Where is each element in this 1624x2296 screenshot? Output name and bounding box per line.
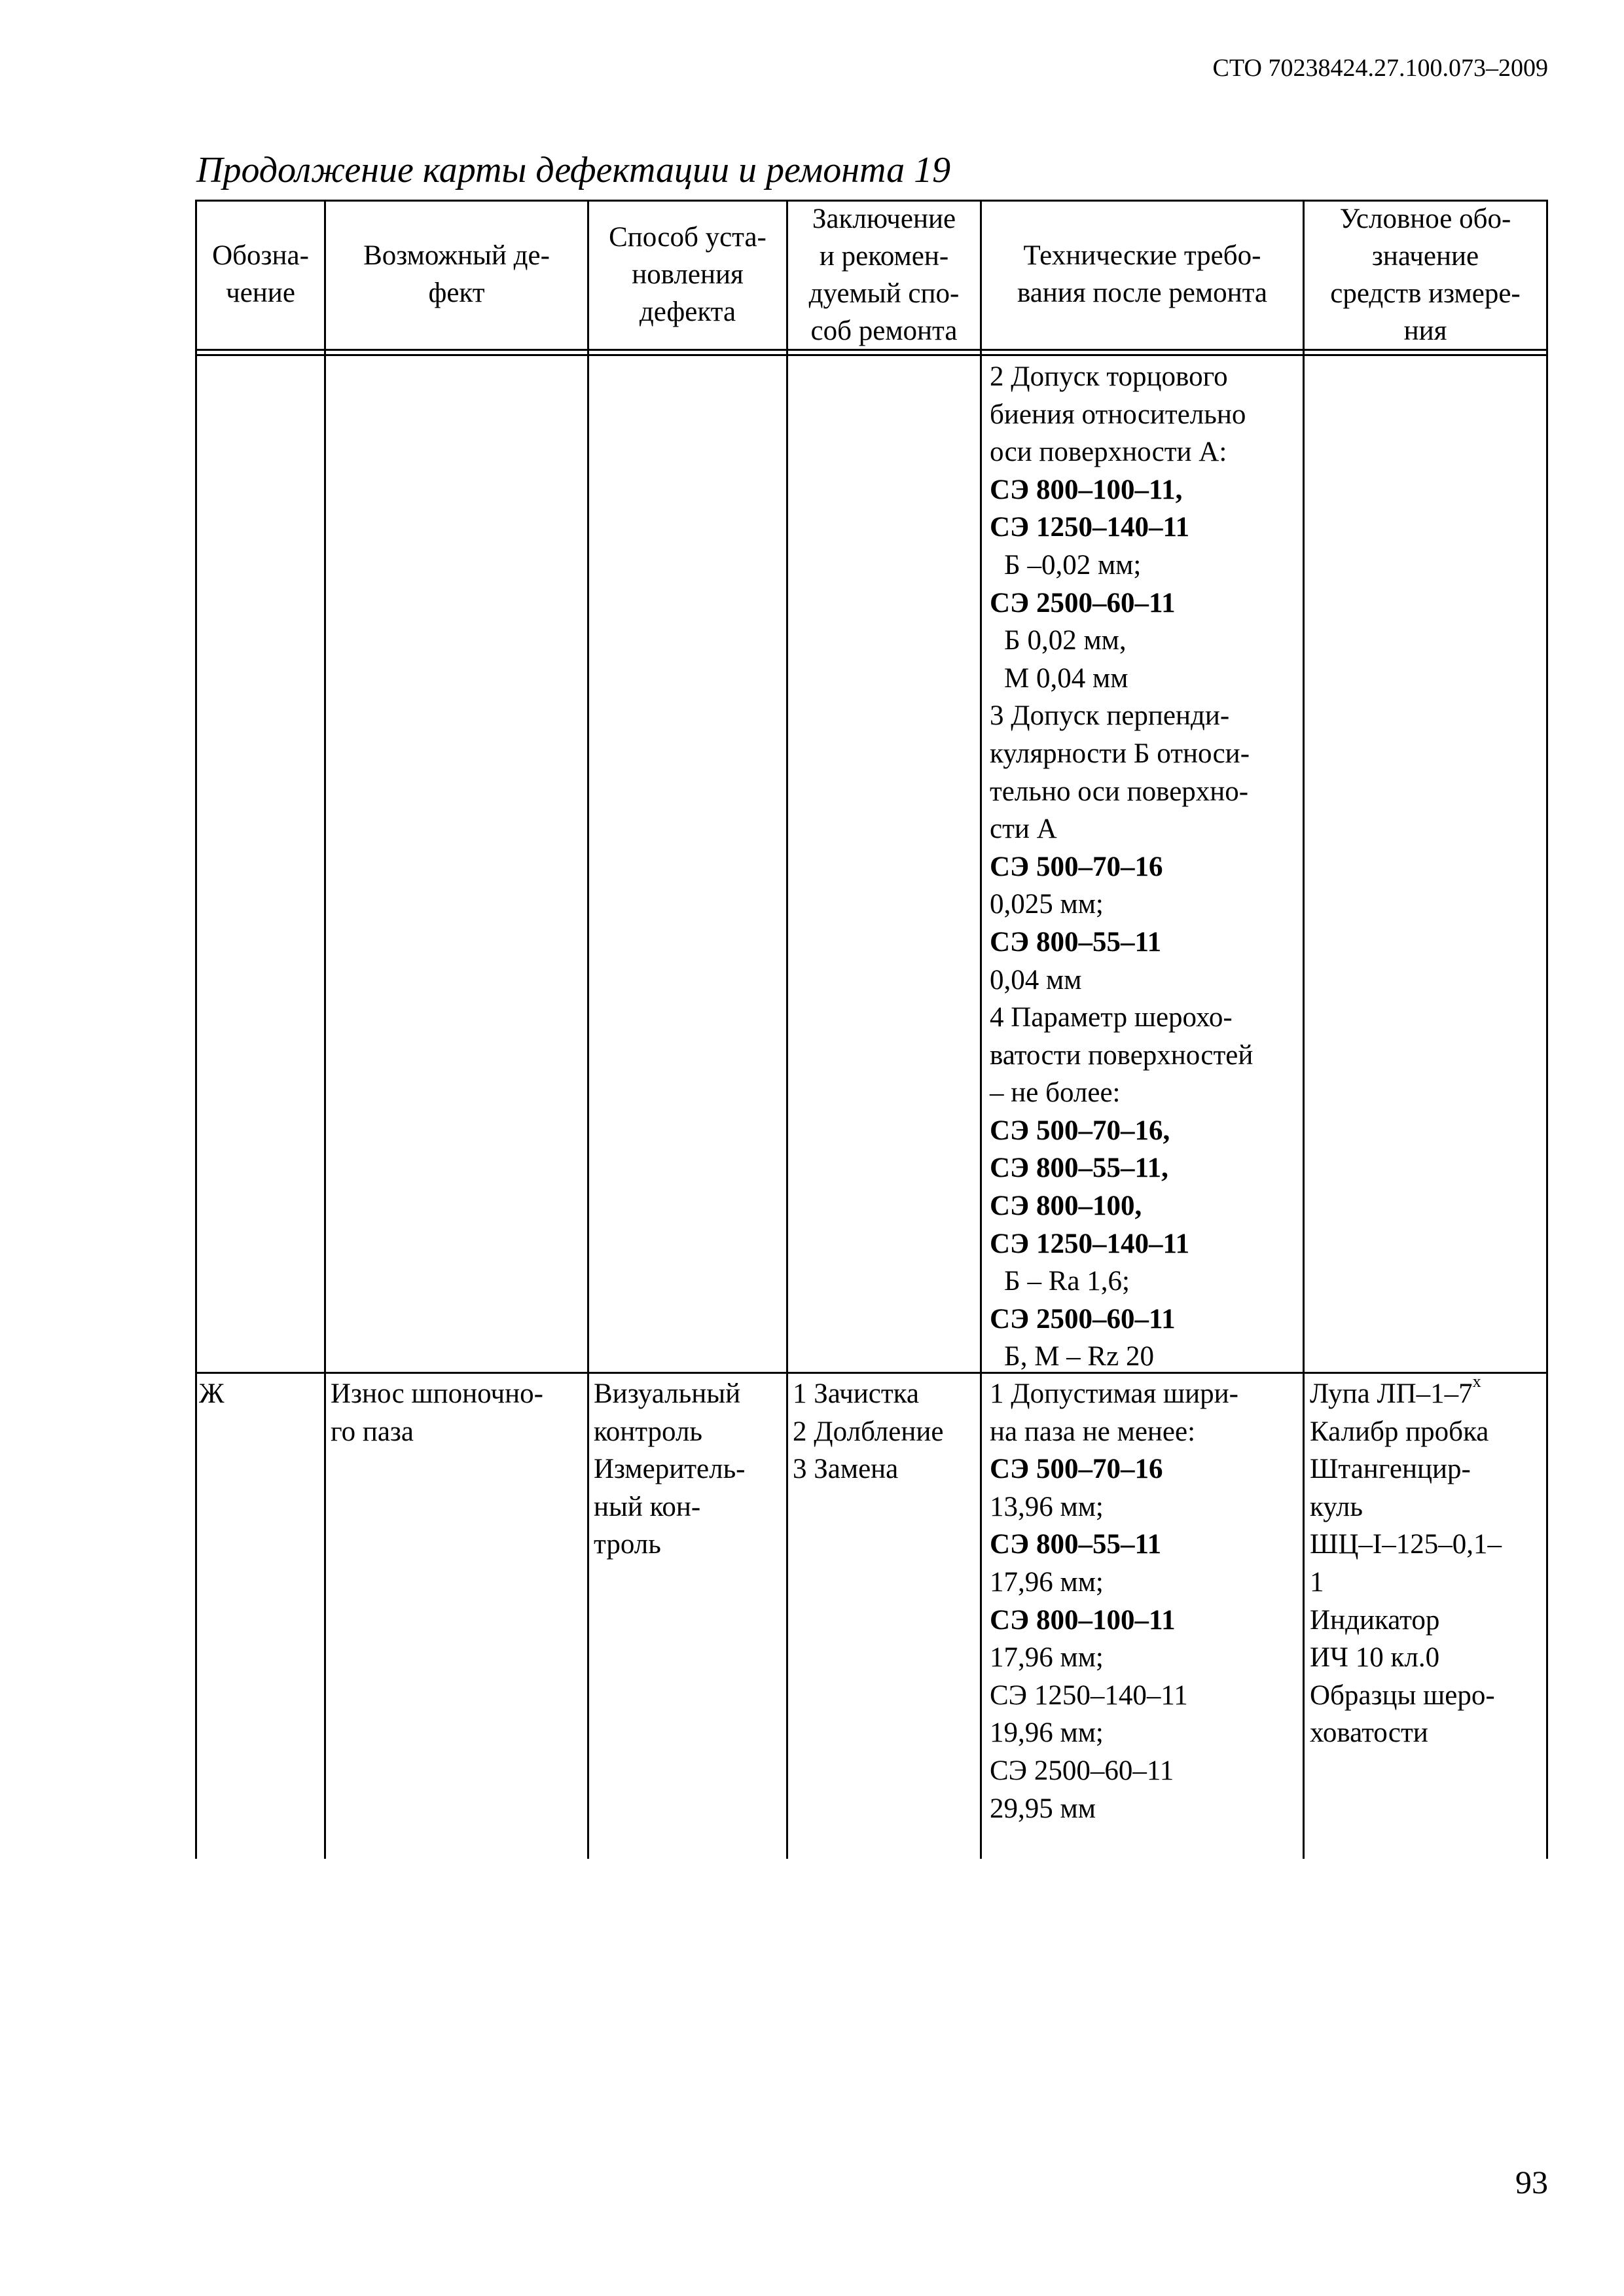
column-border bbox=[324, 200, 326, 1859]
header-instruments: Условное обо- значение средств измере- ния bbox=[1330, 204, 1521, 346]
instruments-cell: Лупа $ЛП-1-7^х$ Калибр пробка Штангенцир- куль ШЦ–I–125–0,1– 1 Индикатор ИЧ 10 кл.0 Образцы шеро- ховатости bbox=[1310, 1372, 1502, 1749]
designation-cell: Ж bbox=[199, 1378, 225, 1409]
repair-method-cell: 1 Зачистка 2 Долбление 3 Замена bbox=[793, 1378, 944, 1485]
header-detection-method: Способ уста- новления дефекта bbox=[609, 222, 767, 327]
row-divider bbox=[195, 1372, 1548, 1374]
requirements-cell: 1 Допустимая шири- на паза не менее: СЭ 500–70–16 13,96 мм; СЭ 800–55–11 17,96 мм; СЭ 800–100–11 17,96 мм; СЭ 1250–140–11 19,96 мм; СЭ 2500–60–11 29,95 мм bbox=[990, 1378, 1238, 1824]
detection-method-cell: Визуальный контроль Измеритель- ный кон- троль bbox=[594, 1378, 746, 1560]
requirements-cell: 2 Допуск торцового биения относительно оси поверхности А: СЭ 800–100–11, СЭ 1250–140–11 Б –0,02 мм; СЭ 2500–60–11 Б 0,02 мм, М 0,04 мм 3 Допуск перпенди- кулярности Б относи- тельно оси поверхно- сти А СЭ 500–70–16 0,025 мм; СЭ 800–55–11 0,04 мм 4 Параметр шерохо- ватости поверхностей – не более: СЭ 500–70–16, СЭ 800–55–11, СЭ 800–100, СЭ 1250–140–11 Б – Ra 1,6; СЭ 2500–60–11 Б, М – Rz 20 bbox=[990, 361, 1254, 1372]
header-designation: Обозна- чение bbox=[212, 240, 309, 308]
column-border bbox=[1546, 200, 1548, 1859]
column-border bbox=[587, 200, 589, 1859]
header-defect: Возможный де- фект bbox=[363, 240, 550, 308]
page-number: 93 bbox=[1515, 2164, 1548, 2200]
column-border bbox=[786, 200, 788, 1859]
header-bottom-border-double bbox=[195, 354, 1548, 356]
column-border bbox=[195, 200, 197, 1859]
document-code: СТО 70238424.27.100.073–2009 bbox=[1212, 54, 1548, 82]
table-caption: Продолжение карты дефектации и ремонта 19 bbox=[196, 150, 951, 190]
header-conclusion: Заключение и рекомен- дуемый спо- соб ремонта bbox=[808, 204, 960, 346]
header-requirements: Технические требо- вания после ремонта bbox=[1017, 240, 1268, 308]
column-border bbox=[980, 200, 982, 1859]
defect-cell: Износ шпоночно- го паза bbox=[331, 1378, 543, 1447]
column-border bbox=[1303, 200, 1305, 1859]
